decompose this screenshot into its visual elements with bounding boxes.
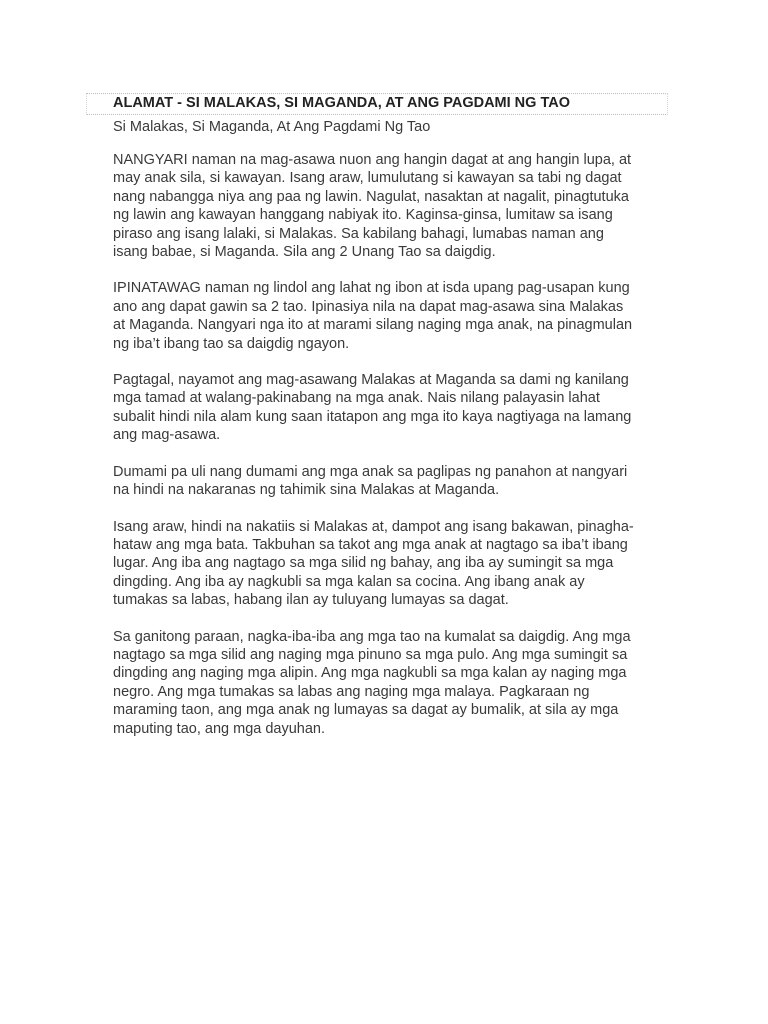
paragraph-5: Isang araw, hindi na nakatiis si Malakas at, dampot ang isang bakawan, pinagha- hataw ang mga bata. Takbuhan sa takot ang mga anak at nagtago sa iba’t ibang lugar. Ang iba ang nagtago sa mga silid ng bahay, ang iba ay sumingit sa mga dingding. Ang iba ay nagkubli sa mga kalan sa cocina. Ang ibang anak ay tumakas sa labas, habang ilan ay tuluyang lumayas sa dagat.	[113, 518, 634, 609]
document-title: ALAMAT - SI MALAKAS, SI MAGANDA, AT ANG PAGDAMI NG TAO	[113, 95, 570, 111]
paragraph-4: Dumami pa uli nang dumami ang mga anak sa paglipas ng panahon at nangyari na hindi na nakaranas ng tahimik sina Malakas at Maganda.	[113, 463, 628, 499]
paragraph-3: Pagtagal, nayamot ang mag-asawang Malakas at Maganda sa dami ng kanilang mga tamad at walang-pakinabang na mga anak. Nais nilang palayasin lahat subalit hindi nila alam kung saan itatapon ang mga ito kaya nagtiyaga na lamang ang mag-asawa.	[113, 372, 632, 444]
paragraph-6: Sa ganitong paraan, nagka-iba-iba ang mga tao na kumalat sa daigdig. Ang mga nagtago sa mga silid ang naging mga pinuno sa mga pulo. Ang mga sumingit sa dingding ang naging mga alipin. Ang mga nagkubli sa mga kalan ay naging mga negro. Ang mga tumakas sa labas ang naging mga malaya. Pagkaraan ng maraming taon, ang mga anak ng lumayas sa dagat ay bumalik, at sila ay mga maputing tao, ang mga dayuhan.	[113, 628, 631, 737]
paragraph-1: NANGYARI naman na mag-asawa nuon ang hangin dagat at ang hangin lupa, at may anak sila, si kawayan. Isang araw, lumulutang si kawayan sa tabi ng dagat nang nabangga niya ang paa ng lawin. Nagulat, nasaktan at nagalit, pinagtutuka ng lawin ang kawayan hanggang nabiyak ito. Kaginsa-ginsa, lumitaw sa isang piraso ang isang lalaki, si Malakas. Sa kabilang bahagi, lumabas naman ang isang babae, si Maganda. Sila ang 2 Unang Tao sa daigdig.	[113, 152, 632, 261]
document-subtitle: Si Malakas, Si Maganda, At Ang Pagdami Ng Tao	[113, 119, 431, 135]
paragraph-2: IPINATAWAG naman ng lindol ang lahat ng ibon at isda upang pag-usapan kung ano ang dapat gawin sa 2 tao. Ipinasiya nila na dapat mag-asawa sina Malakas at Maganda. Nangyari nga ito at marami silang naging mga anak, na pinagmulan ng iba’t ibang tao sa daigdig ngayon.	[113, 280, 633, 352]
document-body	[113, 151, 658, 756]
